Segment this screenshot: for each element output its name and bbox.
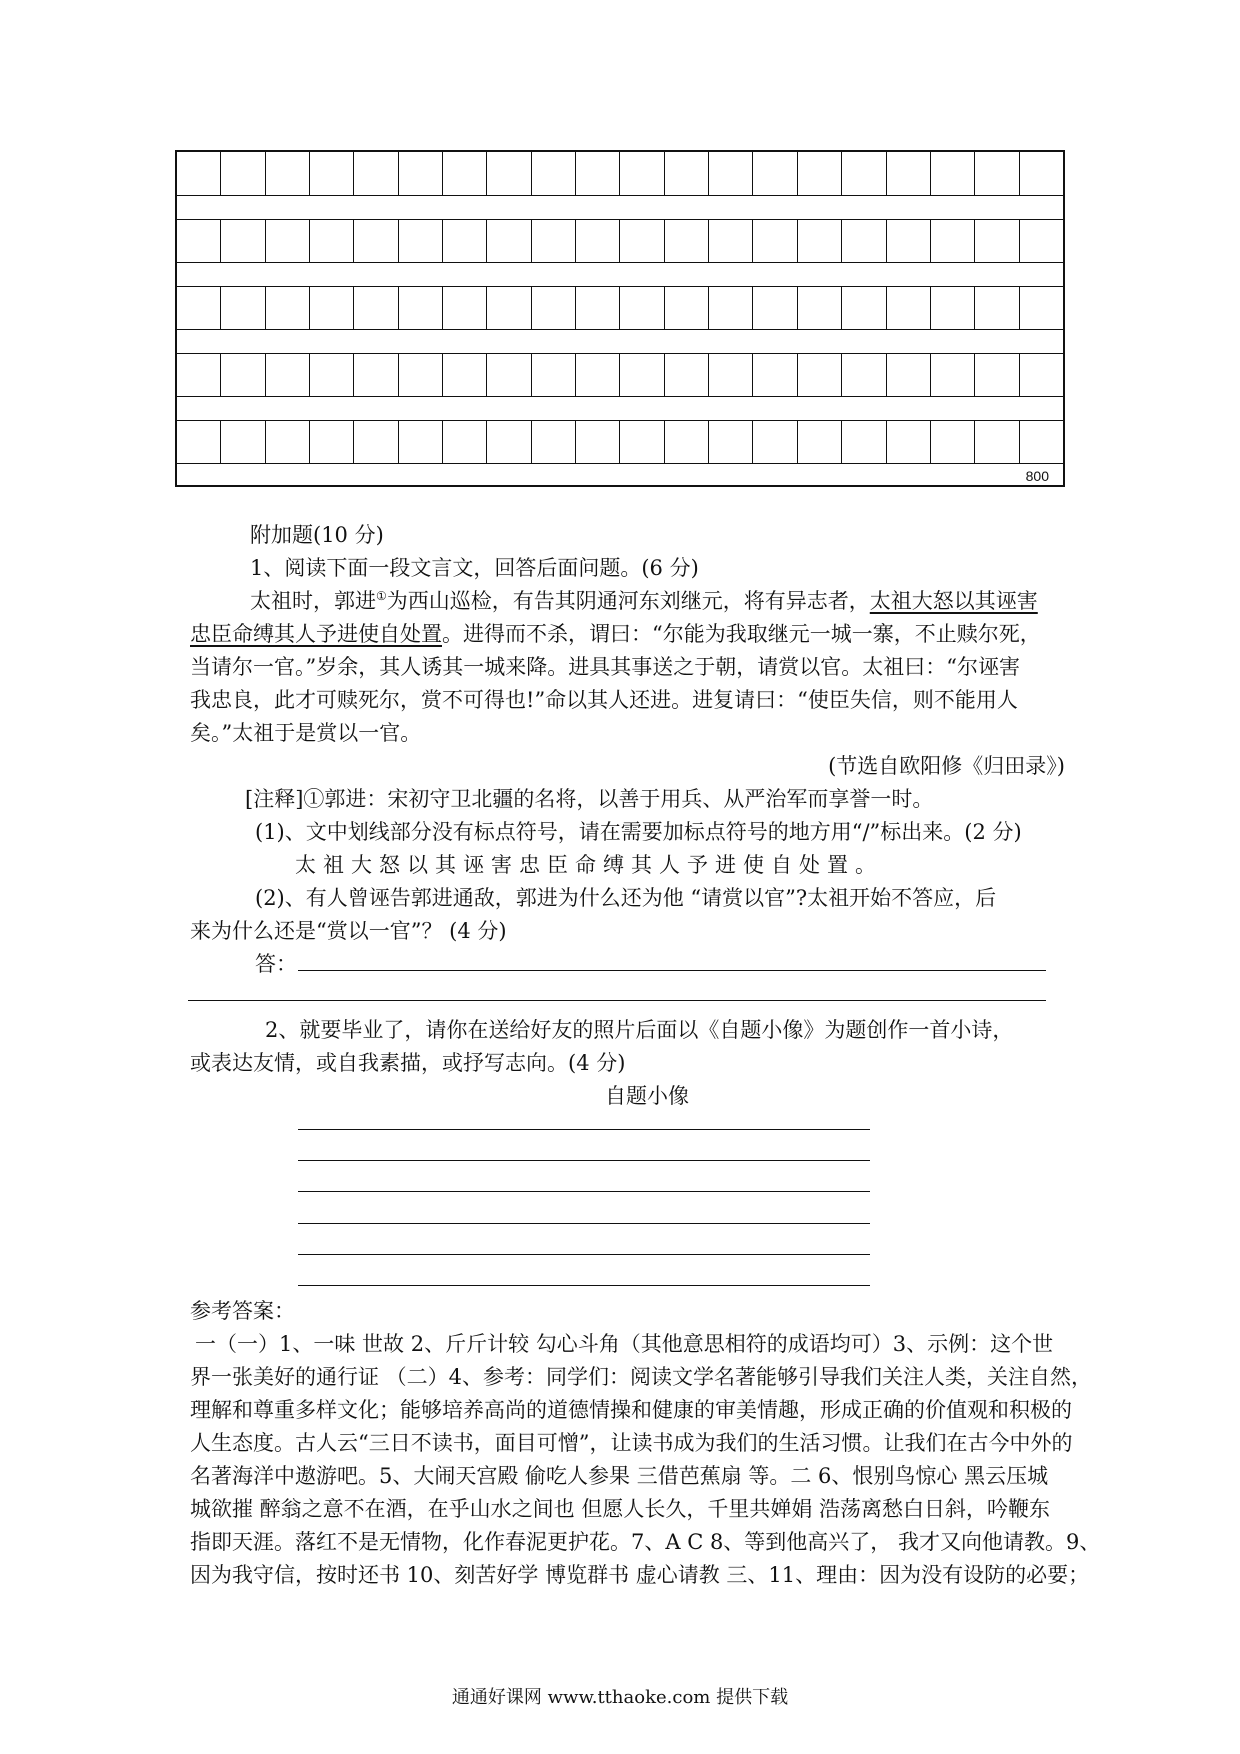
grid-cell[interactable] [620, 152, 664, 195]
grid-cell[interactable] [532, 219, 576, 262]
grid-cell[interactable] [975, 219, 1019, 262]
poem-line-2[interactable] [298, 1160, 870, 1161]
grid-cell[interactable] [1020, 152, 1063, 195]
grid-cell[interactable] [975, 353, 1019, 396]
grid-cell[interactable] [443, 353, 487, 396]
source-citation: (节选自欧阳修《归田录》) [828, 754, 1065, 778]
answer-text-line: 名著海洋中遨游吧。5、大闹天宫殿 偷吃人参果 三借芭蕉扇 等。二 6、恨别鸟惊心 黑云压城 [190, 1464, 1049, 1488]
grid-cell[interactable] [709, 152, 753, 195]
answer-text-line: 理解和尊重多样文化；能够培养高尚的道德情操和健康的审美情趣，形成正确的价值观和积极的 [190, 1398, 1072, 1422]
grid-cell[interactable] [221, 420, 265, 463]
subquestion-2-line-2: 来为什么还是“赏以一官”？ (4 分) [190, 919, 507, 943]
grid-cell[interactable] [665, 219, 709, 262]
grid-cell[interactable] [576, 219, 620, 262]
grid-cell[interactable] [753, 420, 797, 463]
answer-line-1[interactable] [298, 970, 1046, 971]
poem-title: 自题小像 [605, 1084, 689, 1108]
poem-line-3[interactable] [298, 1191, 870, 1192]
grid-row [177, 420, 1063, 463]
grid-cell[interactable] [709, 420, 753, 463]
grid-cell[interactable] [931, 353, 975, 396]
grid-cell[interactable] [310, 286, 354, 329]
grid-cell[interactable] [842, 353, 886, 396]
grid-cell[interactable] [887, 420, 931, 463]
grid-cell[interactable] [620, 353, 664, 396]
grid-cell[interactable] [842, 219, 886, 262]
grid-cell[interactable] [532, 420, 576, 463]
grid-cell[interactable] [310, 219, 354, 262]
grid-line [177, 329, 1063, 330]
grid-cell[interactable] [931, 152, 975, 195]
grid-cell[interactable] [354, 353, 398, 396]
grid-cell[interactable] [620, 420, 664, 463]
grid-cell[interactable] [266, 286, 310, 329]
grid-cell[interactable] [532, 152, 576, 195]
grid-cell[interactable] [1020, 219, 1063, 262]
grid-cell[interactable] [665, 353, 709, 396]
grid-cell[interactable] [310, 353, 354, 396]
grid-cell[interactable] [576, 353, 620, 396]
grid-cell[interactable] [665, 420, 709, 463]
poem-line-5[interactable] [298, 1254, 870, 1255]
grid-cell[interactable] [443, 420, 487, 463]
grid-cell[interactable] [887, 219, 931, 262]
grid-cell[interactable] [399, 286, 443, 329]
grid-cell[interactable] [665, 286, 709, 329]
grid-cell[interactable] [620, 286, 664, 329]
grid-cell[interactable] [842, 152, 886, 195]
grid-cell[interactable] [221, 219, 265, 262]
grid-line [177, 396, 1063, 397]
grid-row [177, 353, 1063, 396]
grid-cell[interactable] [709, 286, 753, 329]
grid-cell[interactable] [576, 286, 620, 329]
grid-cell[interactable] [798, 219, 842, 262]
grid-cell[interactable] [798, 420, 842, 463]
grid-cell[interactable] [798, 286, 842, 329]
grid-cell[interactable] [887, 152, 931, 195]
grid-cell[interactable] [266, 152, 310, 195]
answer-text-line: 界一张美好的通行证 （二）4、参考：同学们：阅读文学名著能够引导我们关注人类，关注自然， [190, 1365, 1093, 1389]
page-footer: 通通好课网 www.tthaoke.com 提供下载 [451, 1687, 789, 1708]
answer-text-line: 因为我守信，按时还书 10、刻苦好学 博览群书 虚心请教 三、11、理由：因为没有设防的必要； [190, 1563, 1090, 1587]
grid-cell[interactable] [399, 353, 443, 396]
grid-line [177, 195, 1063, 196]
grid-row [177, 286, 1063, 329]
grid-cell[interactable] [266, 353, 310, 396]
annotation: [注释]①郭进：宋初守卫北疆的名将，以善于用兵、从严治军而享誉一时。 [245, 787, 934, 811]
grid-cell[interactable] [753, 152, 797, 195]
grid-cell[interactable] [487, 420, 531, 463]
grid-cell[interactable] [798, 353, 842, 396]
q2-line-1: 2、就要毕业了，请你在送给好友的照片后面以《自题小像》为题创作一首小诗， [265, 1018, 1014, 1042]
grid-cell[interactable] [354, 286, 398, 329]
grid-cell[interactable] [354, 219, 398, 262]
grid-cell[interactable] [354, 152, 398, 195]
grid-cell[interactable] [709, 353, 753, 396]
grid-cell[interactable] [443, 152, 487, 195]
grid-cell[interactable] [753, 219, 797, 262]
poem-line-4[interactable] [298, 1223, 870, 1224]
grid-cell[interactable] [931, 219, 975, 262]
grid-cell[interactable] [177, 152, 221, 195]
grid-cell[interactable] [443, 219, 487, 262]
q1-prompt: 1、阅读下面一段文言文，回答后面问题。(6 分) [250, 556, 699, 580]
grid-cell[interactable] [798, 152, 842, 195]
answer-text-line: 城欲摧 醉翁之意不在酒，在乎山水之间也 但愿人长久，千里共婵娟 浩荡离愁白日斜，吟鞭东 [190, 1497, 1051, 1521]
grid-cell[interactable] [753, 353, 797, 396]
grid-cell[interactable] [620, 219, 664, 262]
grid-cell[interactable] [842, 420, 886, 463]
grid-word-count: 800 [1025, 468, 1049, 484]
grid-cell[interactable] [1020, 420, 1063, 463]
passage-line-3: 当请尔一官。”岁余，其人诱其一城来降。进具其事送之于朝，请赏以官。太祖曰：“尔诬害 [190, 655, 1020, 679]
poem-line-6[interactable] [298, 1285, 870, 1286]
grid-cell[interactable] [931, 286, 975, 329]
grid-cell[interactable] [399, 420, 443, 463]
grid-cell[interactable] [975, 152, 1019, 195]
grid-cell[interactable] [399, 219, 443, 262]
grid-cell[interactable] [975, 286, 1019, 329]
grid-cell[interactable] [487, 219, 531, 262]
q2-line-2: 或表达友情，或自我素描，或抒写志向。(4 分) [190, 1051, 626, 1075]
answers-heading: 参考答案： [190, 1299, 295, 1323]
extra-heading: 附加题(10 分) [250, 523, 384, 547]
grid-cell[interactable] [1020, 286, 1063, 329]
grid-cell[interactable] [266, 219, 310, 262]
grid-cell[interactable] [709, 219, 753, 262]
grid-cell[interactable] [221, 353, 265, 396]
grid-cell[interactable] [487, 152, 531, 195]
answer-text-line: 人生态度。古人云“三日不读书，面目可憎”，让读书成为我们的生活习惯。让我们在古今中外的 [190, 1431, 1073, 1455]
composition-grid[interactable] [175, 150, 1065, 487]
grid-cell[interactable] [177, 353, 221, 396]
grid-cell[interactable] [931, 420, 975, 463]
grid-cell[interactable] [532, 286, 576, 329]
passage-line-2: 忠臣命缚其人予进使自处置。进得而不杀，谓曰：“尔能为我取继元一城一寨，不止赎尔死， [190, 622, 1041, 646]
poem-line-1[interactable] [298, 1129, 870, 1130]
grid-cell[interactable] [221, 152, 265, 195]
grid-cell[interactable] [177, 286, 221, 329]
passage-line-1: 太祖时，郭进①为西山巡检，有告其阴通河东刘继元，将有异志者，太祖大怒以其诬害 [250, 589, 1038, 613]
grid-cell[interactable] [177, 219, 221, 262]
grid-cell[interactable] [576, 420, 620, 463]
answer-line-2[interactable] [188, 1000, 1046, 1001]
subquestion-1: (1)、文中划线部分没有标点符号，请在需要加标点符号的地方用“/”标出来。(2 分) [255, 820, 1022, 844]
grid-cell[interactable] [310, 420, 354, 463]
grid-line [177, 262, 1063, 263]
grid-cell[interactable] [576, 152, 620, 195]
grid-cell[interactable] [399, 152, 443, 195]
grid-cell[interactable] [310, 152, 354, 195]
grid-row [177, 152, 1063, 195]
grid-cell[interactable] [887, 286, 931, 329]
grid-cell[interactable] [665, 152, 709, 195]
passage-line-5: 矣。”太祖于是赏以一官。 [190, 721, 422, 745]
answer-text-line: 一（一）1、一味 世故 2、斤斤计较 勾心斗角（其他意思相符的成语均可）3、示例：这个世 [195, 1332, 1054, 1356]
grid-cell[interactable] [266, 420, 310, 463]
grid-cell[interactable] [842, 286, 886, 329]
grid-cell[interactable] [753, 286, 797, 329]
passage-line-4: 我忠良，此才可赎死尔，赏不可得也!”命以其人还进。进复请曰：“使臣失信，则不能用人 [190, 688, 1018, 712]
grid-cell[interactable] [177, 420, 221, 463]
grid-cell[interactable] [354, 420, 398, 463]
grid-row [177, 219, 1063, 262]
grid-cell[interactable] [487, 353, 531, 396]
grid-cell[interactable] [887, 353, 931, 396]
answer-label: 答： [255, 952, 297, 976]
answer-text-line: 指即天涯。落红不是无情物，化作春泥更护花。7、A C 8、等到他高兴了， 我才又向他请教。9、 [190, 1530, 1101, 1554]
grid-line [177, 463, 1063, 464]
grid-cell[interactable] [487, 286, 531, 329]
grid-cell[interactable] [221, 286, 265, 329]
subquestion-1-text: 太祖大怒以其诬害忠臣命缚其人予进使自处置。 [295, 853, 883, 877]
subquestion-2-line-1: (2)、有人曾诬告郭进通敌，郭进为什么还为他 “请赏以官”?太祖开始不答应，后 [255, 886, 997, 910]
grid-cell[interactable] [532, 353, 576, 396]
grid-cell[interactable] [1020, 353, 1063, 396]
grid-cell[interactable] [443, 286, 487, 329]
grid-cell[interactable] [975, 420, 1019, 463]
